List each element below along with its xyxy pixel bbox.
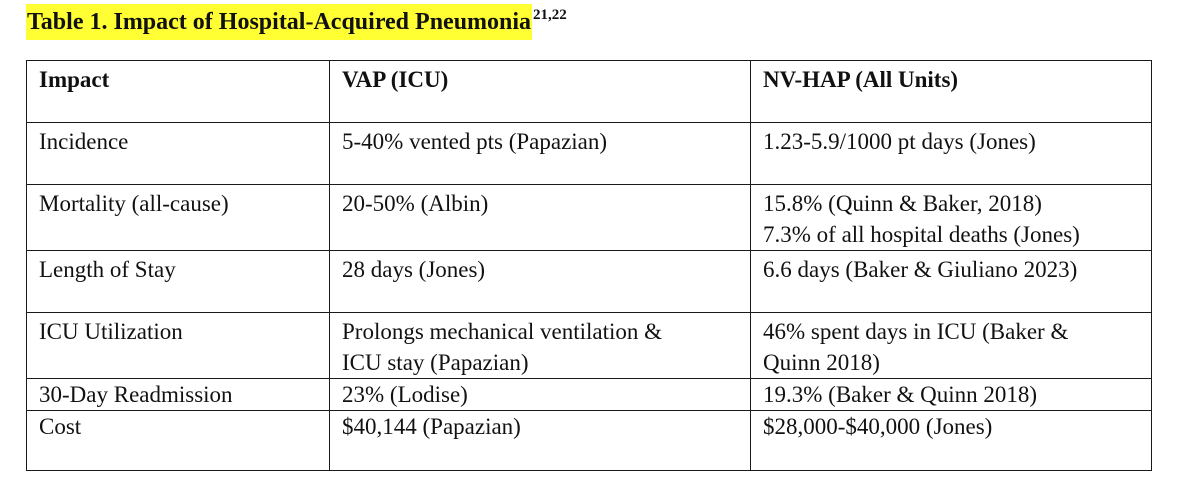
- cell-line: ICU stay (Papazian): [342, 350, 529, 375]
- cell-nvhap: [751, 251, 1152, 313]
- table-caption: [26, 4, 567, 40]
- cell-vap: [330, 313, 751, 379]
- cell-line: 19.3% (Baker & Quinn 2018): [763, 382, 1038, 407]
- cell-line: 15.8% (Quinn & Baker, 2018): [763, 191, 1042, 216]
- header-vap-icu: VAP (ICU): [330, 61, 751, 123]
- cell-line: 46% spent days in ICU (Baker &: [763, 319, 1069, 344]
- cell-line: 7.3% of all hospital deaths (Jones): [763, 222, 1080, 247]
- header-impact: Impact: [27, 61, 330, 123]
- cell-line: Prolongs mechanical ventilation &: [342, 319, 663, 344]
- cell-line: Quinn 2018): [763, 350, 880, 375]
- cell-line: 6.6 days (Baker & Giuliano 2023): [763, 257, 1078, 282]
- cell-nvhap: [751, 185, 1152, 251]
- cell-nvhap: [751, 411, 1152, 471]
- cell-vap: [330, 411, 751, 471]
- cell-line: 1.23-5.9/1000 pt days (Jones): [763, 129, 1036, 154]
- cell-line: $28,000-$40,000 (Jones): [763, 414, 993, 439]
- cell-impact: Mortality (all-cause): [27, 185, 330, 251]
- cell-vap: [330, 185, 751, 251]
- cell-line: $40,144 (Papazian): [342, 414, 521, 439]
- table-row-incidence: [27, 123, 1152, 185]
- cell-line: 5-40% vented pts (Papazian): [342, 129, 608, 154]
- header-nv-hap: NV-HAP (All Units): [751, 61, 1152, 123]
- cell-impact: Length of Stay: [27, 251, 330, 313]
- cell-vap: [330, 123, 751, 185]
- table-title-citation: 21,22: [533, 7, 567, 23]
- cell-vap: [330, 379, 751, 411]
- table-row-length-of-stay: [27, 251, 1152, 313]
- table-row-icu-utilization: [27, 313, 1152, 379]
- table-header-row: [27, 61, 1152, 123]
- cell-line: 20-50% (Albin): [342, 191, 489, 216]
- cell-nvhap: [751, 123, 1152, 185]
- cell-line: 23% (Lodise): [342, 382, 468, 407]
- cell-impact: ICU Utilization: [27, 313, 330, 379]
- cell-impact: Incidence: [27, 123, 330, 185]
- cell-vap: [330, 251, 751, 313]
- hap-impact-table: [26, 60, 1152, 471]
- cell-impact: Cost: [27, 411, 330, 471]
- cell-nvhap: [751, 379, 1152, 411]
- table-title: Table 1. Impact of Hospital-Acquired Pneumonia: [26, 4, 532, 40]
- cell-nvhap: [751, 313, 1152, 379]
- cell-line: 28 days (Jones): [342, 257, 486, 282]
- table-row-cost: [27, 411, 1152, 471]
- table-row-readmission: [27, 379, 1152, 411]
- cell-impact: 30-Day Readmission: [27, 379, 330, 411]
- table-row-mortality: [27, 185, 1152, 251]
